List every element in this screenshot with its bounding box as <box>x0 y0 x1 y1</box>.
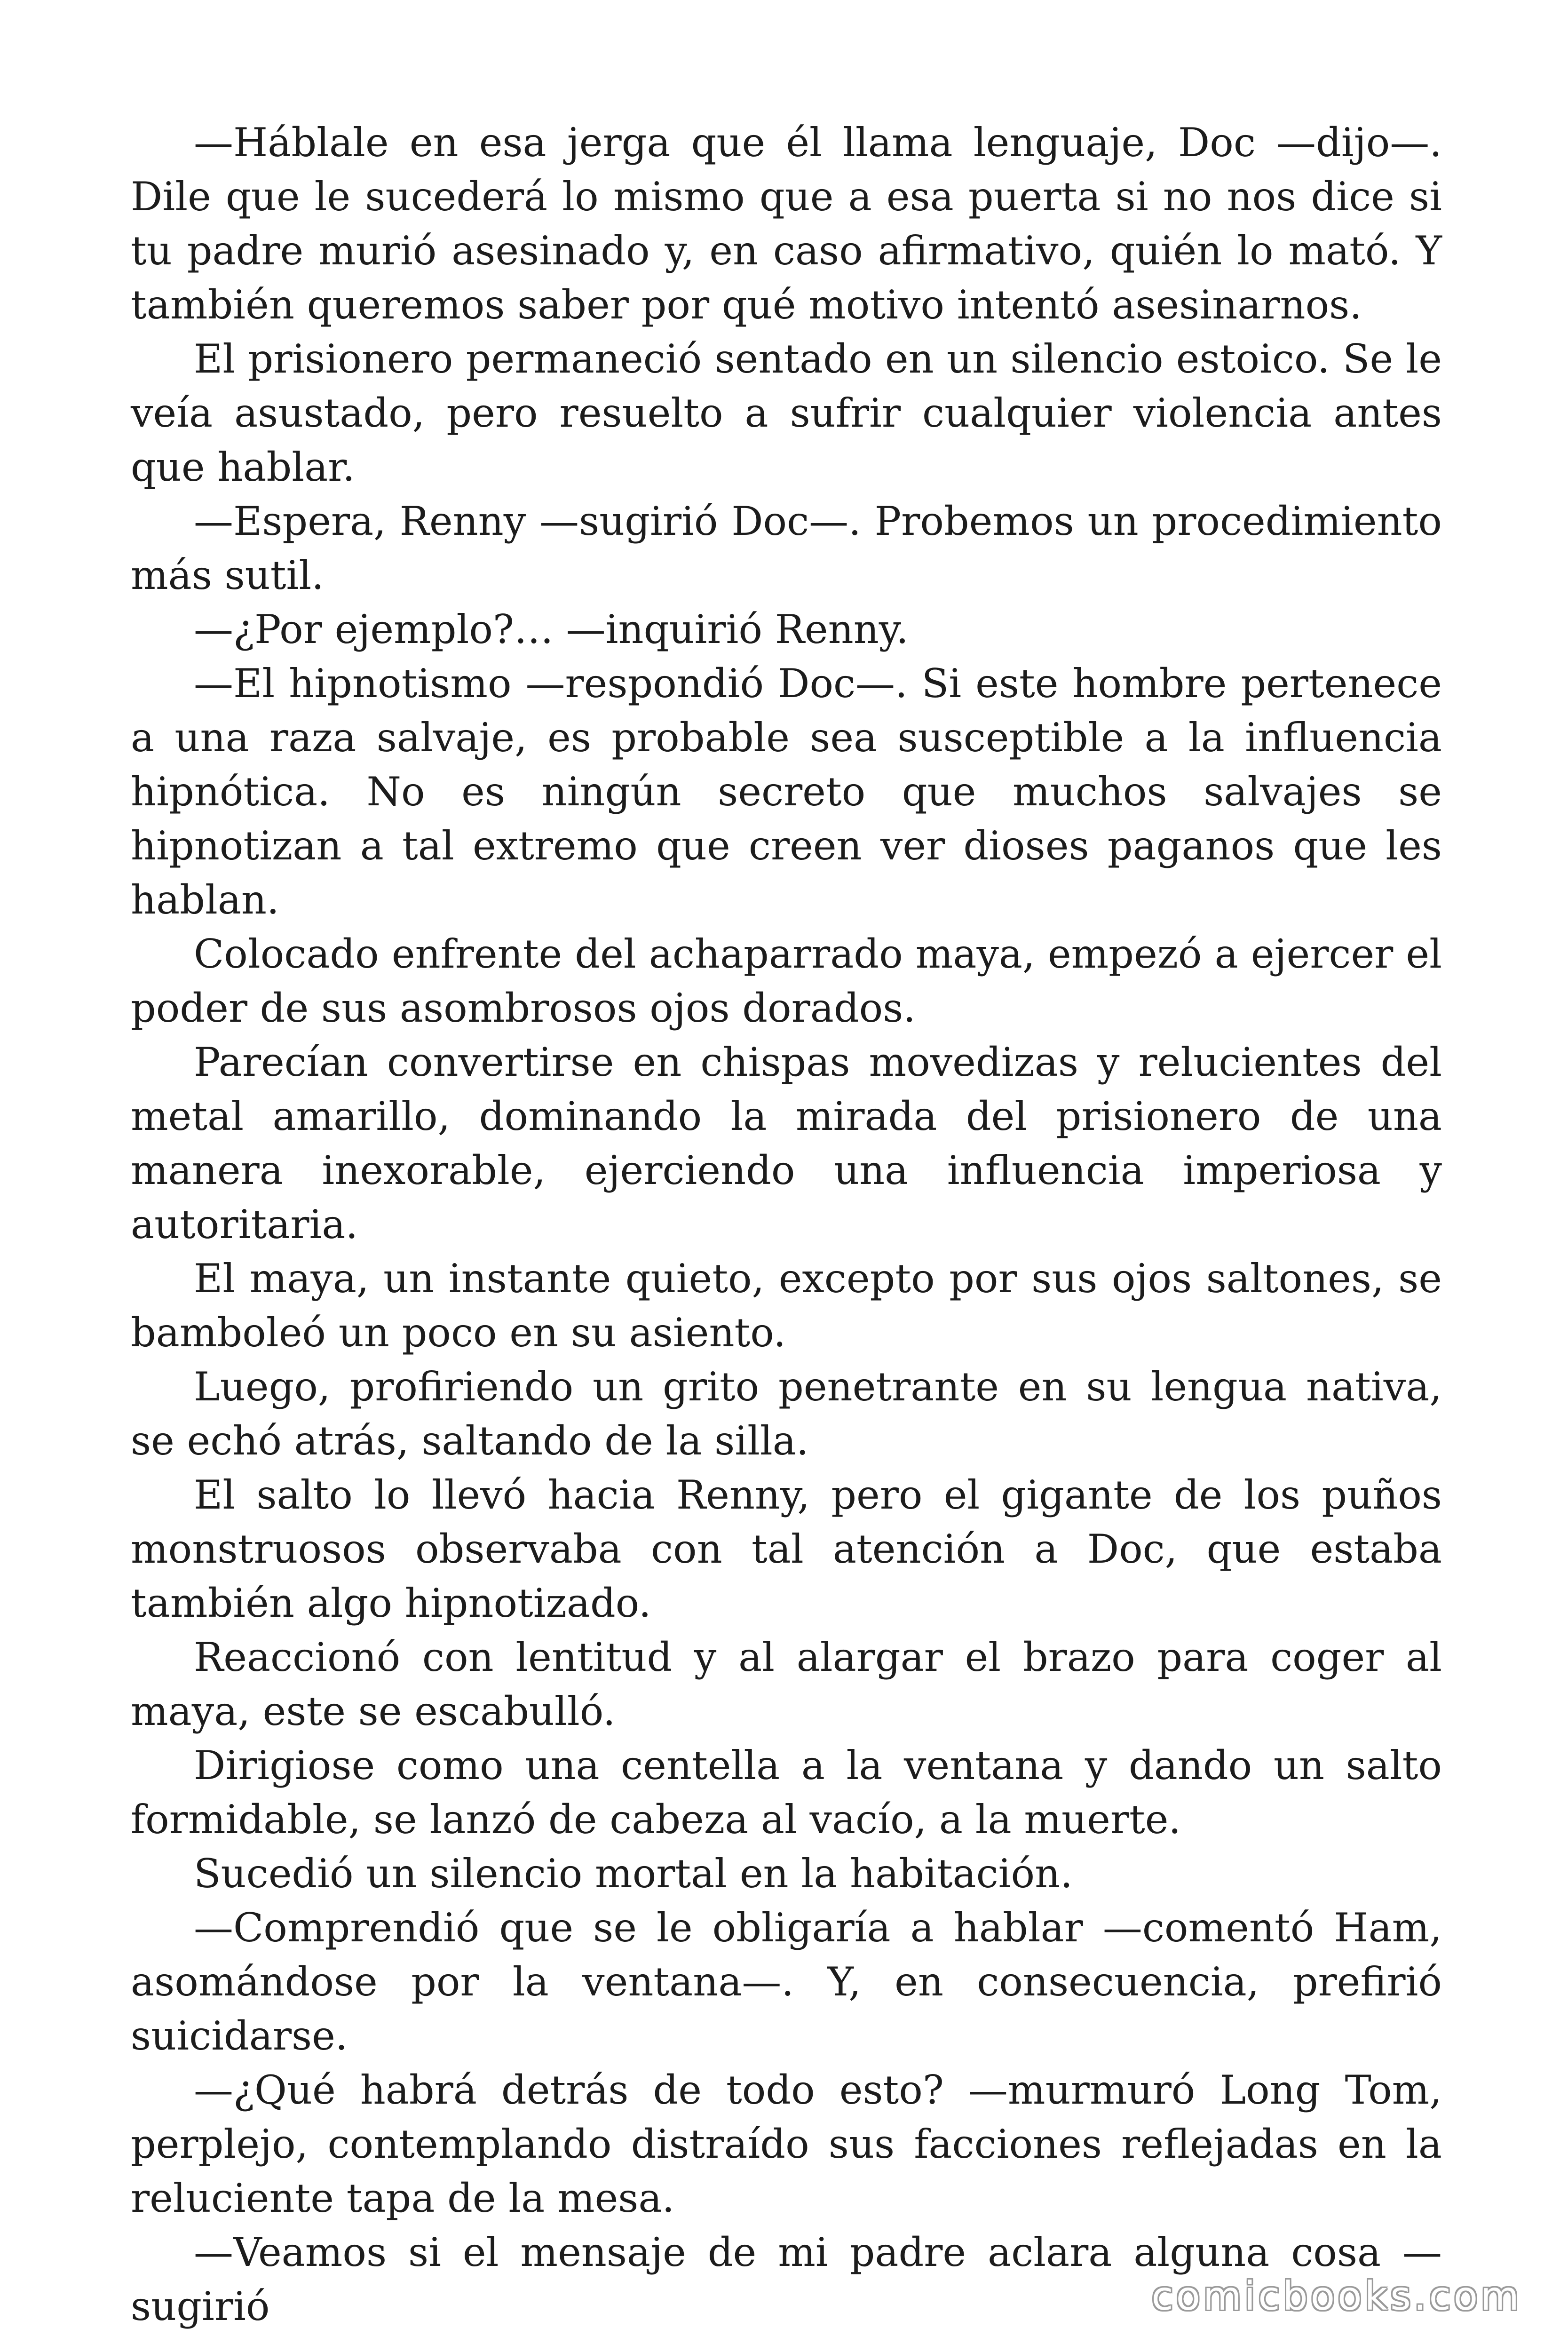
paragraph: —Háblale en esa jerga que él llama lenguaje, Doc —dijo—. Dile que le sucederá lo mismo que a esa puerta si no nos dice si tu padre murió asesinado y, en caso afirmativo, quién lo mató. Y también queremos saber por qué motivo intentó asesinarnos. <box>131 119 1442 328</box>
paragraph: —¿Qué habrá detrás de todo esto? —murmuró Long Tom, perplejo, contemplando distraído sus facciones reflejadas en la reluciente tapa de la mesa. <box>131 2067 1442 2221</box>
paragraph: Sucedió un silencio mortal en la habitación. <box>194 1851 1073 1897</box>
paragraph: —¿Por ejemplo?… —inquirió Renny. <box>194 606 909 652</box>
body-text <box>131 116 1442 2334</box>
watermark: comicbooks.com <box>1151 2273 1522 2319</box>
paragraph: El prisionero permaneció sentado en un silencio estoico. Se le veía asustado, pero resuelto a sufrir cualquier violencia antes que hablar. <box>131 336 1442 490</box>
paragraph: Reaccionó con lentitud y al alargar el brazo para coger al maya, este se escabulló. <box>131 1634 1442 1734</box>
paragraph: El salto lo llevó hacia Renny, pero el gigante de los puños monstruosos observaba con tal atención a Doc, que estaba también algo hipnotizado. <box>131 1472 1442 1626</box>
paragraph: —Espera, Renny —sugirió Doc—. Probemos un procedimiento más sutil. <box>131 498 1442 598</box>
paragraph: El maya, un instante quieto, excepto por sus ojos saltones, se bamboleó un poco en su asiento. <box>131 1255 1442 1356</box>
paragraph: Colocado enfrente del achaparrado maya, empezó a ejercer el poder de sus asombrosos ojos dorados. <box>131 931 1442 1031</box>
paragraph: Luego, profiriendo un grito penetrante en su lengua nativa, se echó atrás, saltando de la silla. <box>131 1364 1442 1464</box>
paragraph: Dirigiose como una centella a la ventana y dando un salto formidable, se lanzó de cabeza al vacío, a la muerte. <box>131 1742 1442 1843</box>
paragraph: —Veamos si el mensaje de mi padre aclara alguna cosa —sugirió <box>131 2229 1442 2329</box>
paragraph: —Comprendió que se le obligaría a hablar —comentó Ham, asomándose por la ventana—. Y, en consecuencia, prefirió suicidarse. <box>131 1905 1442 2059</box>
paragraph: —El hipnotismo —respondió Doc—. Si este hombre pertenece a una raza salvaje, es probable sea susceptible a la influencia hipnótica. No es ningún secreto que muchos salvajes se hipnotizan a tal extremo que creen ver dioses paganos que les hablan. <box>131 660 1442 923</box>
paragraph: Parecían convertirse en chispas movedizas y relucientes del metal amarillo, dominando la mirada del prisionero de una manera inexorable, ejerciendo una influencia imperiosa y autoritaria. <box>131 1039 1442 1248</box>
